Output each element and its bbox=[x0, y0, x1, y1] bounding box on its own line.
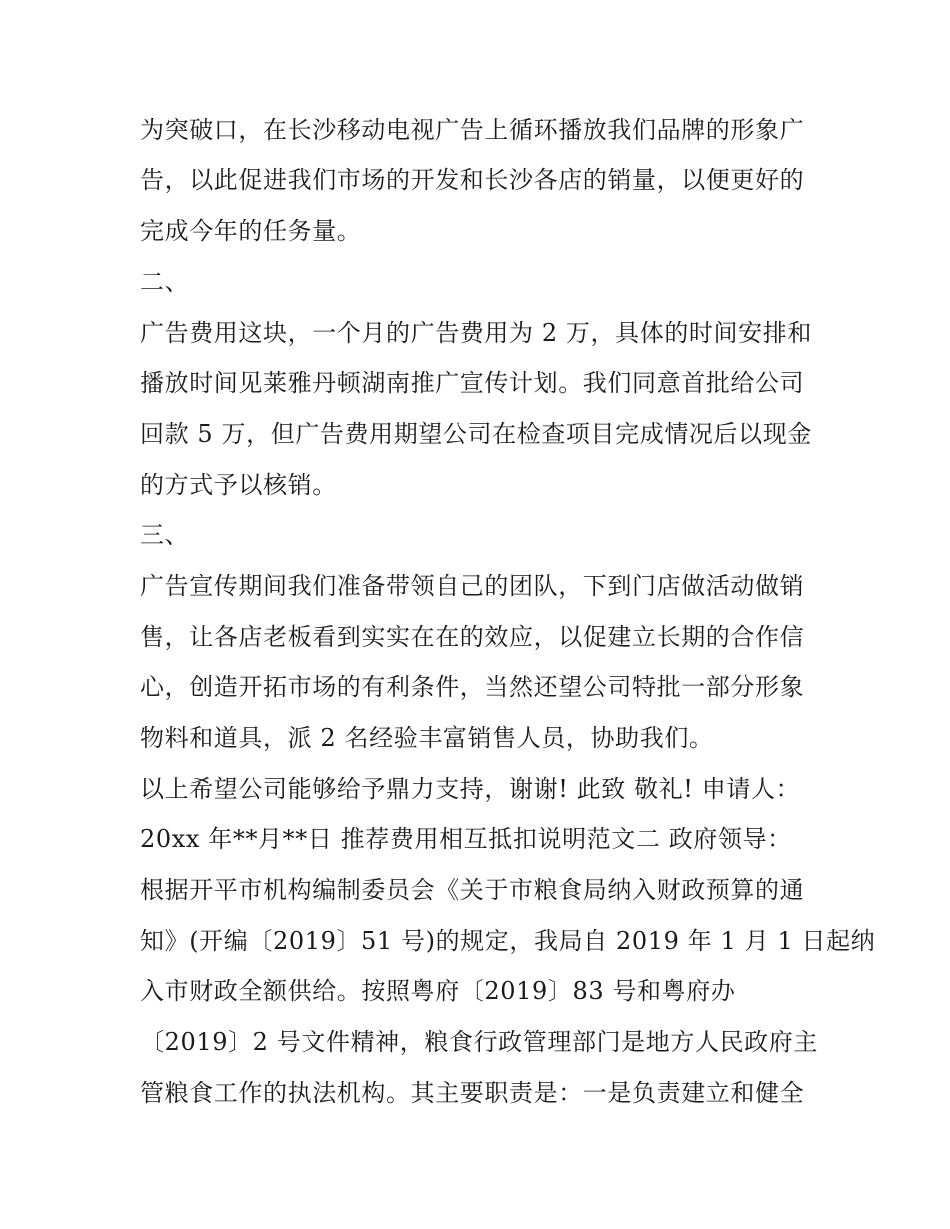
body-text-line: 广告费用这块，一个月的广告费用为 2 万，具体的时间安排和 bbox=[140, 319, 812, 347]
body-text-line: 管粮食工作的执法机构。其主要职责是：一是负责建立和健全 bbox=[140, 1079, 805, 1107]
body-text-line: 为突破口，在长沙移动电视广告上循环播放我们品牌的形象广 bbox=[140, 116, 805, 144]
body-text-line: 20xx 年**月**日 推荐费用相互抵扣说明范文二 政府领导： bbox=[140, 825, 792, 853]
body-text-line: 以上希望公司能够给予鼎力支持，谢谢! 此致 敬礼! 申请人： bbox=[140, 775, 801, 803]
body-text-line: 根据开平市机构编制委员会《关于市粮食局纳入财政预算的通 bbox=[140, 876, 805, 904]
body-text-line: 售，让各店老板看到实实在在的效应，以促建立长期的合作信 bbox=[140, 623, 805, 651]
body-text-line: 回款 5 万，但广告费用期望公司在检查项目完成情况后以现金 bbox=[140, 420, 812, 448]
body-text-line: 告，以此促进我们市场的开发和长沙各店的销量，以便更好的 bbox=[140, 166, 805, 194]
body-text-line: 的方式予以核销。 bbox=[140, 471, 337, 499]
section-heading: 二、 bbox=[140, 268, 190, 296]
body-text-line: 心，创造开拓市场的有利条件，当然还望公司特批一部分形象 bbox=[140, 673, 805, 701]
body-text-line: 完成今年的任务量。 bbox=[140, 217, 362, 245]
body-text-line: 播放时间见莱雅丹顿湖南推广宣传计划。我们同意首批给公司 bbox=[140, 369, 805, 397]
section-heading: 三、 bbox=[140, 521, 190, 549]
body-text-line: 知》(开编〔2019〕51 号)的规定，我局自 2019 年 1 月 1 日起纳 bbox=[140, 927, 876, 955]
body-text-line: 〔2019〕2 号文件精神，粮食行政管理部门是地方人民政府主 bbox=[140, 1028, 818, 1056]
body-text-line: 广告宣传期间我们准备带领自己的团队，下到门店做活动做销 bbox=[140, 572, 805, 600]
body-text-line: 物料和道具，派 2 名经验丰富销售人员，协助我们。 bbox=[140, 724, 714, 752]
body-text-line: 入市财政全额供给。按照粤府〔2019〕83 号和粤府办 bbox=[140, 977, 736, 1005]
